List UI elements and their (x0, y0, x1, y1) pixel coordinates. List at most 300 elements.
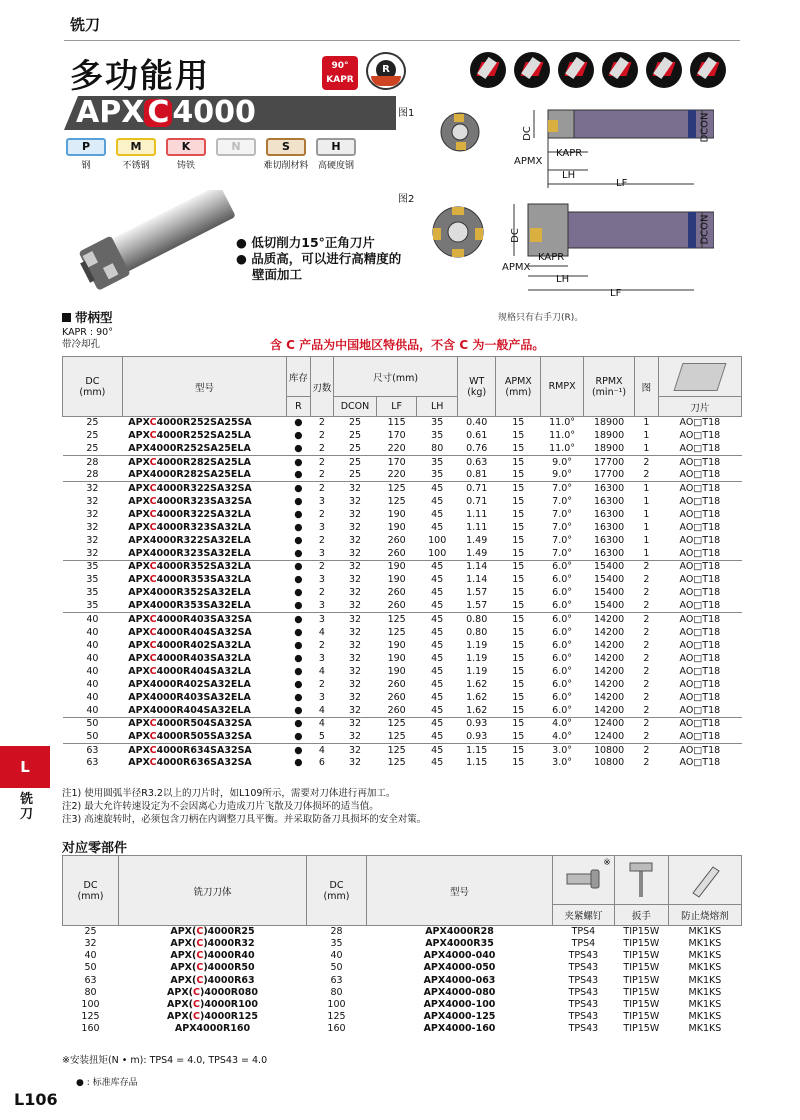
parts-col-body: 铣刀刀体 (119, 856, 307, 926)
cell: AO□T18 (658, 718, 741, 731)
dim-lh-2: LH (556, 274, 570, 285)
cell: 4 (310, 744, 333, 757)
cell: ● (294, 521, 303, 533)
model-cell: APXC4000R353SA32LA (128, 574, 251, 586)
cell: 2 (310, 417, 333, 430)
parts-row: 80 APX(C)4000R080 80 APX4000-080 TPS43 TIP15W MK1KS (63, 987, 742, 999)
cell: 32 (348, 574, 362, 586)
cell: 14200 (593, 665, 625, 677)
table-row (63, 495, 742, 508)
cell: 9.0° (552, 469, 573, 481)
dim-dcon-2: DCON (699, 214, 711, 245)
cell: 25 (334, 456, 377, 469)
cell: 0.93 (466, 731, 488, 743)
cell: 45 (431, 587, 444, 599)
cell: 260 (387, 547, 406, 559)
cell: 2 (643, 678, 650, 690)
cell: 50 (63, 718, 123, 731)
cell: 16300 (593, 521, 625, 533)
cell: 15 (496, 482, 541, 495)
cell: 15 (512, 639, 525, 651)
anti-seize-icon (685, 859, 725, 899)
material-k: K (166, 138, 206, 156)
cell: TPS43 (568, 1023, 599, 1035)
cell: ● (294, 757, 303, 769)
cell: ● (287, 417, 310, 430)
cell: APX4000-100 (423, 999, 496, 1011)
kapr-badge (322, 56, 358, 90)
cell: AO□T18 (679, 469, 721, 481)
cell: 6.0° (552, 678, 573, 690)
cell: 45 (417, 482, 458, 495)
cell: 35 (86, 600, 99, 612)
cell: ● (294, 442, 303, 454)
cell: AO□T18 (679, 731, 721, 743)
cell: APX4000-063 (423, 974, 496, 986)
cell: 1 (643, 442, 650, 454)
cell: 4 (318, 626, 325, 638)
cell: 2 (310, 456, 333, 469)
cell: 50 (86, 731, 99, 743)
model-cell: APXC4000R404SA32SA (128, 626, 252, 638)
table-row (63, 705, 742, 718)
cell: 40 (86, 639, 99, 651)
cell: 100 (428, 534, 447, 546)
body-model-cell: APX(C)4000R25 (170, 926, 255, 937)
china-c-mark: C (149, 652, 157, 664)
col-stock: 库存 (287, 357, 310, 397)
cell: APX4000-080 (423, 986, 496, 998)
cell: 28 (63, 456, 123, 469)
cell: ● (287, 718, 310, 731)
cell: ● (294, 665, 303, 677)
cell: 17700 (583, 456, 634, 469)
cell: 32 (334, 561, 377, 574)
cell: ● (287, 613, 310, 626)
col-dcon: DCON (334, 397, 377, 417)
cell: 3.0° (541, 744, 584, 757)
cell: 25 (86, 430, 99, 442)
cell: 15 (512, 704, 525, 716)
model-cell: APX4000R282SA25ELA (128, 469, 251, 481)
cell: AO□T18 (679, 587, 721, 599)
kapr-badge-bottom: KAPR (326, 75, 354, 85)
cell: 1 (643, 547, 650, 559)
cell: 32 (86, 495, 99, 507)
cell: 28 (86, 469, 99, 481)
cell: 18900 (593, 442, 625, 454)
cell: 63 (330, 974, 343, 986)
model-cell: APXC4000R402SA32LA (128, 639, 251, 651)
cell: 125 (327, 1011, 346, 1023)
cell: 80 (330, 986, 343, 998)
cell: 15 (512, 731, 525, 743)
material-label-s: 难切削材料 (263, 161, 309, 171)
cell: 125 (376, 718, 417, 731)
cell: 6.0° (541, 561, 584, 574)
cell: 45 (431, 665, 444, 677)
cell: 1.49 (466, 547, 488, 559)
cell: AO□T18 (658, 482, 741, 495)
cell: 32 (86, 508, 99, 520)
table-row (63, 430, 742, 443)
cell: ● (294, 731, 303, 743)
cell: 14200 (583, 613, 634, 626)
cell: 35 (431, 430, 444, 442)
cell: AO□T18 (658, 613, 741, 626)
material-s: S (266, 138, 306, 156)
parts-table (62, 855, 742, 1036)
cell: 3 (318, 547, 325, 559)
cell: 2 (643, 626, 650, 638)
cell: 1 (643, 508, 650, 520)
cell: 63 (63, 744, 123, 757)
body-model-cell: APX(C)4000R50 (170, 962, 255, 974)
cell: 0.80 (457, 613, 495, 626)
model-cell: APXC4000R322SA32SA (122, 482, 286, 495)
cell: 220 (387, 442, 406, 454)
cell: 32 (348, 508, 362, 520)
cell: 32 (348, 521, 362, 533)
table-row (63, 744, 742, 757)
radius-wave-icon (371, 76, 401, 86)
cell: 45 (431, 574, 444, 586)
radius-badge (366, 52, 406, 90)
body-model-cell: APX(C)4000R125 (167, 1011, 258, 1023)
cell: 25 (86, 442, 99, 454)
parts-row: 125 APX(C)4000R125 125 APX4000-125 TPS43 TIP15W MK1KS (63, 1011, 742, 1023)
dim-apmx-1: APMX (514, 156, 543, 167)
cell: 6.0° (552, 639, 573, 651)
col-insert: 刀片 (658, 397, 741, 417)
model-cell: APX4000R404SA32ELA (128, 704, 251, 716)
cell: 0.63 (457, 456, 495, 469)
dim-apmx-2: APMX (502, 262, 531, 273)
cell: 32 (86, 521, 99, 533)
cell: 2 (318, 678, 325, 690)
cell: ● (294, 587, 303, 599)
model-cell: APXC4000R634SA32SA (122, 744, 286, 757)
cell: 3.0° (552, 757, 573, 769)
cell: 1.19 (466, 639, 488, 651)
parts-row: 160 APX4000R160 160 APX4000-160 TPS43 TIP15W MK1KS (63, 1023, 742, 1035)
cell: 16300 (593, 495, 625, 507)
cell: 45 (431, 639, 444, 651)
cell: 125 (387, 731, 406, 743)
cell: 6.0° (541, 613, 584, 626)
tool-photo (66, 190, 246, 290)
cell: 14200 (593, 692, 625, 704)
cell: AO□T18 (658, 456, 741, 469)
cell: 2 (643, 587, 650, 599)
cell: ● (294, 652, 303, 664)
cell: AO□T18 (679, 692, 721, 704)
cell: 40 (86, 652, 99, 664)
cell: AO□T18 (679, 639, 721, 651)
cell: 2 (643, 600, 650, 612)
cell: 1.15 (466, 757, 488, 769)
feature-2: ● 品质高，可以进行高精度的 (236, 251, 402, 266)
cell: 15 (512, 574, 525, 586)
cell: ● (294, 534, 303, 546)
cell: TPS43 (568, 962, 599, 974)
kapr-badge-top: 90° (331, 61, 349, 71)
cell: 2 (635, 744, 658, 757)
parts-row: 63 APX(C)4000R63 63 APX4000-063 TPS43 TIP15W MK1KS (63, 975, 742, 987)
cell: 4 (318, 704, 325, 716)
cell: 40 (63, 613, 123, 626)
china-c-mark: C (149, 718, 157, 730)
cell: TIP15W (623, 938, 660, 950)
cell: 32 (348, 495, 362, 507)
dim-kapr-2: KAPR (538, 252, 565, 263)
cell: 2 (635, 613, 658, 626)
cell: 15 (496, 744, 541, 757)
cell: 125 (376, 482, 417, 495)
cell: 0.93 (457, 718, 495, 731)
footnotes: 注1) 使用圆弧半径R3.2以上的刀片时，如L109所示，需要对刀体进行再加工。 注2) 最大允许转速设定为不会因离心力造成刀片飞散及刀体损坏的适当值。 注3) 高速旋转时，必须包含刀柄在内调整刀具平衡。并采取防备刀具损坏的安全对策。 (62, 788, 427, 825)
cell: 2 (310, 482, 333, 495)
cell: 45 (431, 508, 444, 520)
cell: AO□T18 (679, 574, 721, 586)
table-row (63, 626, 742, 639)
cell: 18900 (583, 417, 634, 430)
cell: 2 (643, 704, 650, 716)
cell: 190 (376, 561, 417, 574)
cell: 260 (387, 678, 406, 690)
wrench-icon (626, 859, 656, 899)
body-model-cell: APX(C)4000R080 (167, 986, 258, 998)
china-c-mark: C (149, 508, 157, 520)
col-fig: 图 (635, 357, 658, 417)
model-cell: APX4000R252SA25ELA (128, 442, 251, 454)
cell: 45 (431, 600, 444, 612)
cell: MK1KS (688, 999, 722, 1011)
cell: 32 (86, 534, 99, 546)
parts-col-wrench: 扳手 (614, 905, 668, 926)
cell: AO□T18 (679, 600, 721, 612)
parts-col-screw: 夹紧螺钉 (553, 905, 615, 926)
model-cell: APXC4000R352SA32LA (122, 561, 286, 574)
model-cell: APXC4000R252SA25LA (128, 430, 251, 442)
table-row (63, 561, 742, 574)
cell: 1 (643, 430, 650, 442)
body-model-cell: APX4000R160 (174, 1023, 251, 1035)
cell: 35 (330, 938, 343, 950)
model-c-highlight: C (144, 99, 172, 127)
cell: 7.0° (541, 482, 584, 495)
cell: 28 (330, 926, 343, 937)
model-name: APX C 4000 (76, 95, 256, 130)
cell: AO□T18 (679, 442, 721, 454)
cell: 35 (86, 574, 99, 586)
cell: AO□T18 (679, 678, 721, 690)
cell: 32 (63, 482, 123, 495)
cell: 190 (387, 508, 406, 520)
cell: ● (294, 678, 303, 690)
cell: 125 (387, 626, 406, 638)
cell: ● (294, 508, 303, 520)
cell: 7.0° (552, 521, 573, 533)
cell: 15400 (593, 574, 625, 586)
cell: 170 (387, 430, 406, 442)
cell: 6.0° (552, 692, 573, 704)
cell: 3 (318, 692, 325, 704)
cell: 3 (310, 613, 333, 626)
cell: 15 (512, 534, 525, 546)
cell: 0.40 (457, 417, 495, 430)
cell: ● (294, 495, 303, 507)
cell: 6.0° (552, 600, 573, 612)
cell: 1.19 (466, 652, 488, 664)
col-lh: LH (417, 397, 458, 417)
cell: 15 (512, 587, 525, 599)
section-notes: KAPR : 90° 带冷却孔 (62, 327, 113, 350)
cell: 7.0° (552, 508, 573, 520)
model-cell: APX4000R352SA32ELA (128, 587, 251, 599)
parts-row: 25 APX(C)4000R25 28 APX4000R28 TPS4 TIP15W MK1KS (63, 926, 742, 939)
cell: 3 (318, 495, 325, 507)
col-lf: LF (376, 397, 417, 417)
cell: APX4000R35 (425, 938, 494, 950)
cell: TIP15W (623, 1011, 660, 1023)
col-apmx: APMX (mm) (496, 357, 541, 417)
china-c-mark: C (149, 626, 157, 638)
feature-1: ● 低切削力15°正角刀片 (236, 235, 375, 250)
cell: 6.0° (552, 652, 573, 664)
cell: 2 (635, 561, 658, 574)
cell: APX4000-040 (423, 950, 496, 962)
china-c-mark: C (149, 561, 157, 573)
cell: 15 (512, 495, 525, 507)
cell: 18900 (593, 430, 625, 442)
cell: 1.11 (466, 521, 488, 533)
cell: AO□T18 (679, 665, 721, 677)
cell: 45 (431, 692, 444, 704)
cell: 32 (348, 639, 362, 651)
cell: 0.71 (457, 482, 495, 495)
cell: 63 (86, 757, 99, 769)
cell: 14200 (593, 652, 625, 664)
cell: MK1KS (688, 962, 722, 974)
material-h: H (316, 138, 356, 156)
cell: 32 (334, 613, 377, 626)
cell: AO□T18 (679, 534, 721, 546)
cell: 1.15 (457, 744, 495, 757)
cell: 2 (318, 508, 325, 520)
table-row (63, 665, 742, 678)
cell: 45 (431, 521, 444, 533)
china-c-mark: C (149, 744, 157, 756)
cell: 40 (86, 665, 99, 677)
cell: TIP15W (623, 1023, 660, 1035)
cell: APX4000-125 (423, 1011, 496, 1023)
col-insert-image (658, 357, 741, 397)
cell: 1.11 (466, 508, 488, 520)
material-n: N (216, 138, 256, 156)
cell: AO□T18 (658, 417, 741, 430)
cell: AO□T18 (679, 521, 721, 533)
cell: 14200 (593, 626, 625, 638)
ramping-icon (514, 52, 550, 88)
cell: 125 (387, 495, 406, 507)
cell: AO□T18 (679, 652, 721, 664)
cell: 1 (643, 521, 650, 533)
dim-lh-1: LH (562, 170, 576, 181)
cell: 35 (431, 469, 444, 481)
page-title: 多功能用 (70, 56, 210, 95)
dim-dc-1: DC (521, 126, 533, 141)
cell: 190 (387, 652, 406, 664)
cell: 3 (318, 521, 325, 533)
cell: 45 (431, 678, 444, 690)
cell: ● (287, 482, 310, 495)
cell: 35 (63, 561, 123, 574)
cell: MK1KS (688, 938, 722, 950)
cell: MK1KS (688, 974, 722, 986)
radius-badge-letter: R (376, 60, 396, 80)
col-rpmx: RPMX (min⁻¹) (583, 357, 634, 417)
model-cell: APX4000R402SA32ELA (128, 678, 251, 690)
cell: 9.0° (541, 456, 584, 469)
cell: 2 (318, 430, 325, 442)
material-label-p: 钢 (81, 161, 91, 171)
cell: 6 (318, 757, 325, 769)
cell: 6.0° (552, 587, 573, 599)
cell: 0.81 (466, 469, 488, 481)
cell: AO□T18 (658, 744, 741, 757)
cell: TPS43 (568, 974, 599, 986)
table-row (63, 691, 742, 704)
cell: 32 (334, 482, 377, 495)
table-row (63, 547, 742, 560)
cell: 25 (348, 430, 362, 442)
cell: 0.61 (466, 430, 488, 442)
cell: 3 (318, 600, 325, 612)
cell: 16300 (583, 482, 634, 495)
cell: ● (294, 469, 303, 481)
cell: 2 (318, 639, 325, 651)
model-cell: APXC4000R322SA32LA (128, 508, 251, 520)
cell: 1 (643, 534, 650, 546)
table-row (63, 456, 742, 469)
cell: 32 (86, 547, 99, 559)
cell: ● (294, 692, 303, 704)
col-dims: 尺寸(mm) (334, 357, 458, 397)
table-row (63, 521, 742, 534)
cell: TPS43 (568, 950, 599, 962)
cell: 6.0° (552, 704, 573, 716)
cell: APX4000R28 (425, 926, 494, 937)
cell: 15 (512, 430, 525, 442)
parts-row: 50 APX(C)4000R50 50 APX4000-050 TPS43 TIP15W MK1KS (63, 962, 742, 974)
body-model-cell: APX(C)4000R40 (170, 950, 255, 962)
slotting-icon (558, 52, 594, 88)
material-label-h: 高硬度钢 (317, 161, 354, 171)
cell: 100 (428, 547, 447, 559)
cell: 2 (635, 456, 658, 469)
cell: 40 (330, 950, 343, 962)
cell: 15 (512, 442, 525, 454)
cell: 15 (512, 626, 525, 638)
cell: 45 (431, 652, 444, 664)
cell: 2 (643, 692, 650, 704)
section-tab-label: 铣刀 (20, 792, 34, 822)
cell: 15 (496, 456, 541, 469)
cell: 32 (348, 704, 362, 716)
cell: 1.14 (466, 574, 488, 586)
cell: 15400 (593, 587, 625, 599)
